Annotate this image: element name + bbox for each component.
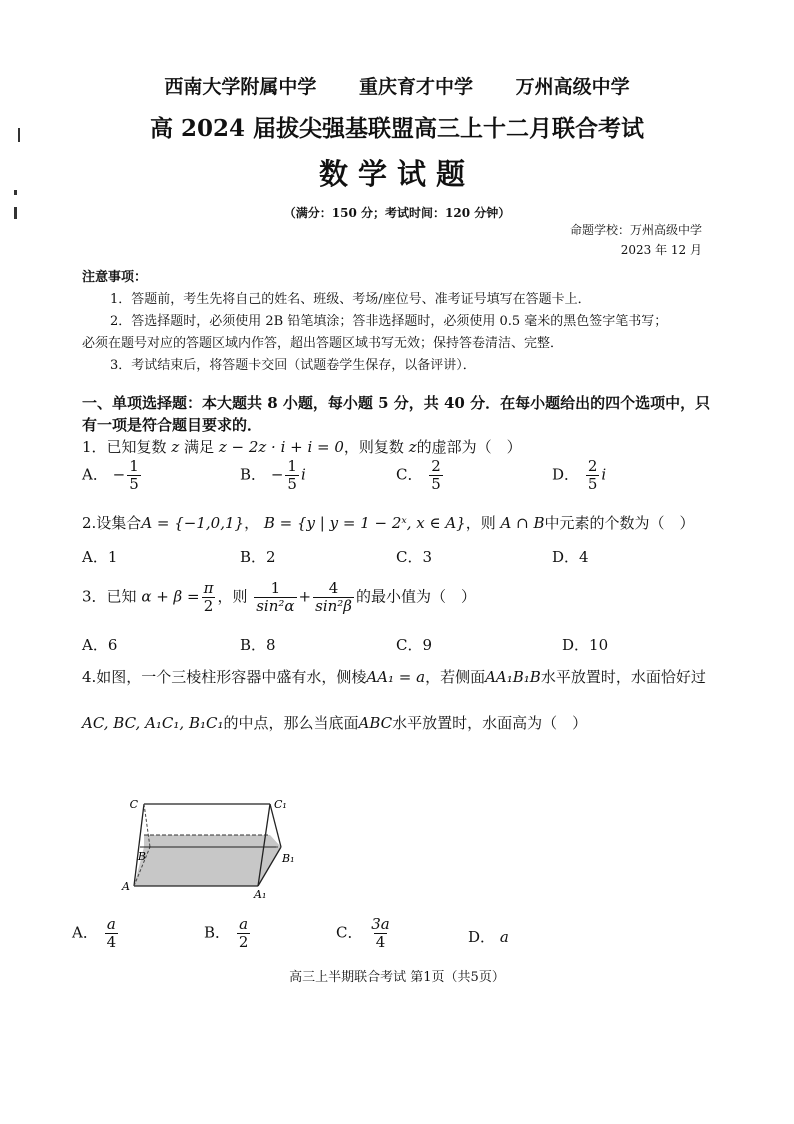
q4-option-b — [204, 916, 252, 951]
denominator: 5 — [287, 474, 297, 493]
q1-equation: z − 2z · i + i = 0 — [218, 438, 344, 456]
q2-text-a: 2.设集合 — [82, 514, 142, 532]
q3-option-b: B．8 — [240, 636, 276, 654]
section-1-heading-cont: 有一项是符合题目要求的． — [82, 416, 263, 434]
q4-text-d: 的中点，那么当底面 — [223, 714, 359, 732]
question-4-stem-line1 — [82, 666, 706, 687]
q4-base: ABC — [358, 714, 393, 732]
q2-intersection: A ∩ B — [500, 514, 545, 532]
numerator: a — [239, 915, 249, 933]
q3-option-c: C．9 — [396, 636, 433, 654]
q3-condition: α + β = — [141, 587, 200, 606]
sign: − — [112, 465, 126, 484]
school-1: 西南大学附属中学 — [164, 76, 317, 98]
denominator: 5 — [129, 474, 139, 493]
fraction — [429, 458, 443, 493]
sign: − — [270, 465, 284, 484]
denominator: 5 — [431, 474, 441, 493]
q4-edge-eq: AA₁ = a — [366, 668, 426, 686]
fraction — [254, 580, 296, 615]
q3-option-a: A．6 — [82, 636, 118, 654]
label-a1: A₁ — [254, 888, 267, 900]
label-b: B — [137, 850, 146, 863]
prism-figure — [118, 790, 308, 900]
q3-option-d: D．10 — [562, 636, 609, 654]
q4-points: AC, BC, A₁C₁, B₁C₁ — [82, 714, 224, 732]
option-label: B． — [240, 465, 267, 484]
q1-text-a: 1．已知复数 — [82, 438, 167, 456]
q4-option-d — [468, 926, 509, 947]
numerator: a — [106, 915, 116, 933]
q4-text-b: ，若侧面 — [425, 668, 486, 686]
fraction — [105, 916, 119, 951]
q2-option-a: A．1 — [82, 548, 118, 566]
fraction — [285, 458, 299, 493]
q2-text-c: 中元素的个数为（ ） — [544, 514, 695, 532]
fraction — [586, 458, 600, 493]
denominator: sin²β — [315, 596, 352, 615]
imaginary-unit: i — [601, 465, 607, 484]
q4-text-a: 4.如图，一个三棱柱形容器中盛有水，侧棱 — [82, 668, 367, 686]
page-footer: 高三上半期联合考试 第1页（共5页） — [289, 970, 505, 985]
option-label: D． — [552, 465, 580, 484]
denominator: 2 — [238, 932, 249, 951]
q4-option-c — [336, 916, 394, 951]
school-3: 万州高级中学 — [515, 76, 630, 98]
numerator: 1 — [129, 457, 139, 475]
option-value: a — [499, 928, 509, 946]
exam-info: （满分：150 分；考试时间：120 分钟） — [283, 206, 511, 220]
q3-text-b: ，则 — [217, 587, 248, 606]
q2-option-d: D．4 — [552, 548, 589, 566]
numerator: 1 — [270, 579, 281, 597]
question-4-stem-line2 — [82, 712, 587, 733]
q1-text-b: 满足 — [184, 438, 215, 456]
option-label: A． — [82, 465, 108, 484]
notice-item-1: 1．答题前，考生先将自己的姓名、班级、考场/座位号、准考证号填写在答题卡上． — [110, 292, 591, 307]
question-1-stem — [82, 436, 522, 457]
numerator: π — [203, 579, 214, 597]
plus-sign: + — [298, 587, 312, 606]
label-c1: C₁ — [274, 798, 287, 811]
fraction — [202, 580, 216, 615]
option-label: B． — [204, 923, 231, 942]
q4-text-e: 水平放置时，水面高为（ ） — [392, 714, 588, 732]
q2-sep: ， — [244, 514, 260, 532]
q2-text-b: ，则 — [465, 514, 496, 532]
school-2: 重庆育才中学 — [358, 76, 473, 98]
q1-option-d — [552, 458, 606, 493]
fraction — [313, 580, 354, 615]
q4-text-c: 水平放置时，水面恰好过 — [540, 668, 706, 686]
subject-title: 数学试题 — [318, 157, 475, 191]
denominator: 4 — [375, 932, 386, 951]
question-3-stem — [82, 580, 476, 615]
notice-heading: 注意事项： — [82, 270, 148, 285]
q3-text-a: 3．已知 — [82, 587, 137, 606]
option-label: C． — [336, 923, 363, 942]
notice-item-2: 2．答选择题时，必须使用 2B 铅笔填涂；答非选择题时，必须使用 0.5 毫米的黑色签字笔书写； — [110, 314, 668, 329]
option-label: C． — [396, 465, 423, 484]
exam-title: 高 2024 届拔尖强基联盟高三上十二月联合考试 — [149, 115, 645, 142]
denominator: sin²α — [256, 596, 295, 615]
fraction — [237, 916, 251, 951]
numerator: 3a — [371, 915, 390, 933]
denominator: 4 — [106, 932, 117, 951]
numerator: 1 — [287, 457, 297, 475]
q2-option-b: B．2 — [240, 548, 276, 566]
denominator: 5 — [587, 474, 598, 493]
exam-date: 2023 年 12 月 — [620, 243, 702, 257]
q1-var: z — [171, 438, 180, 456]
fraction — [369, 916, 392, 951]
q2-option-c: C．3 — [396, 548, 433, 566]
section-1-heading: 一、单项选择题：本大题共 8 小题，每小题 5 分，共 40 分．在每小题给出的四个选项中，只 — [82, 394, 711, 412]
imaginary-unit: i — [300, 465, 306, 484]
label-b1: B₁ — [282, 852, 295, 865]
numerator: 4 — [328, 579, 339, 597]
question-2-stem — [82, 512, 695, 533]
q1-option-a — [82, 458, 143, 493]
school-names — [0, 72, 794, 99]
numerator: 2 — [431, 457, 441, 475]
q2-set-b: B = {y | y = 1 − 2ˣ, x ∈ A} — [263, 514, 466, 532]
setter-school: 命题学校：万州高级中学 — [569, 223, 702, 237]
q4-face: AA₁B₁B — [485, 668, 541, 686]
label-c: C — [129, 798, 138, 811]
q4-option-a — [72, 916, 120, 951]
q1-text-d: 的虚部为（ ） — [416, 438, 522, 456]
q3-text-c: 的最小值为（ ） — [355, 587, 476, 606]
q1-var-2: z — [408, 438, 417, 456]
q2-set-a: A = {−1,0,1} — [141, 514, 245, 532]
label-a: A — [122, 880, 130, 893]
option-label: D． — [468, 928, 496, 946]
notice-item-3: 3．考试结束后，将答题卡交回（试题卷学生保存，以备评讲）． — [110, 358, 476, 373]
q1-text-c: ，则复数 — [343, 438, 404, 456]
q1-option-c — [396, 458, 445, 493]
denominator: 2 — [203, 596, 214, 615]
fraction — [127, 458, 141, 493]
notice-item-2-cont: 必须在题号对应的答题区域内作答，超出答题区域书写无效；保持答卷清洁、完整． — [82, 336, 564, 351]
q1-option-b — [240, 458, 306, 493]
numerator: 2 — [587, 457, 598, 475]
option-label: A． — [72, 923, 98, 942]
